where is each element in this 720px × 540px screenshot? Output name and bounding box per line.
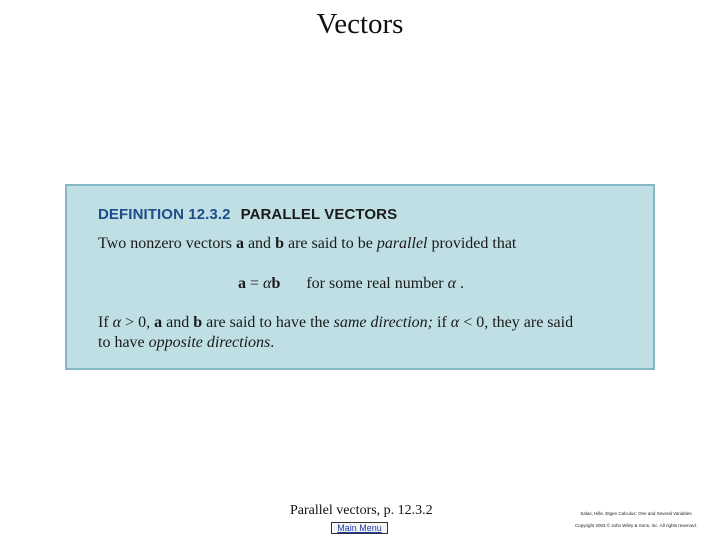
alpha-symbol: α — [263, 275, 272, 292]
definition-number: DEFINITION 12.3.2 — [98, 206, 231, 223]
definition-line-4 — [98, 334, 274, 352]
alpha-symbol: α — [112, 314, 122, 331]
main-menu-button[interactable]: Main Menu — [331, 522, 388, 534]
text: if — [433, 314, 451, 331]
vector-a: a — [238, 275, 246, 292]
text: > 0, — [121, 314, 155, 331]
vector-a: a — [235, 235, 244, 252]
text: and — [162, 314, 194, 331]
vector-b: b — [275, 235, 284, 252]
vector-b: b — [271, 275, 281, 292]
copyright-notice — [556, 508, 716, 532]
equals-sign: = — [246, 275, 264, 292]
slide-title: Vectors — [316, 8, 404, 40]
term-opposite-directions: opposite directions — [148, 334, 271, 351]
text: If — [98, 314, 113, 331]
term-parallel: parallel — [376, 235, 428, 252]
definition-heading — [98, 206, 397, 223]
term-same-direction: same direction; — [333, 314, 433, 331]
credit-line-1: Salas, Hille, Etgen Calculus: One and Several Variables — [580, 511, 692, 516]
text: and — [243, 235, 276, 252]
definition-equation — [238, 275, 464, 293]
slide-caption: Parallel vectors, p. 12.3.2 — [290, 503, 433, 518]
text: are said to have the — [202, 314, 334, 331]
definition-name: PARALLEL VECTORS — [240, 206, 398, 223]
text: for some real number — [306, 275, 448, 292]
definition-line-1 — [98, 235, 516, 253]
text: . — [270, 334, 275, 351]
vector-b: b — [193, 314, 203, 331]
alpha-symbol: α — [447, 275, 457, 292]
text: < 0, they are said — [459, 314, 574, 331]
definition-line-3 — [98, 314, 573, 332]
credit-line-2: Copyright 2003 © John Wiley & Sons, Inc. All rights reserved. — [574, 523, 698, 528]
text: provided that — [427, 235, 517, 252]
text: are said to be — [283, 235, 377, 252]
vector-a: a — [154, 314, 163, 331]
alpha-symbol: α — [450, 314, 460, 331]
definition-box — [65, 184, 655, 370]
text: to have — [98, 334, 149, 351]
text: . — [456, 275, 465, 292]
text: Two nonzero vectors — [98, 235, 236, 252]
